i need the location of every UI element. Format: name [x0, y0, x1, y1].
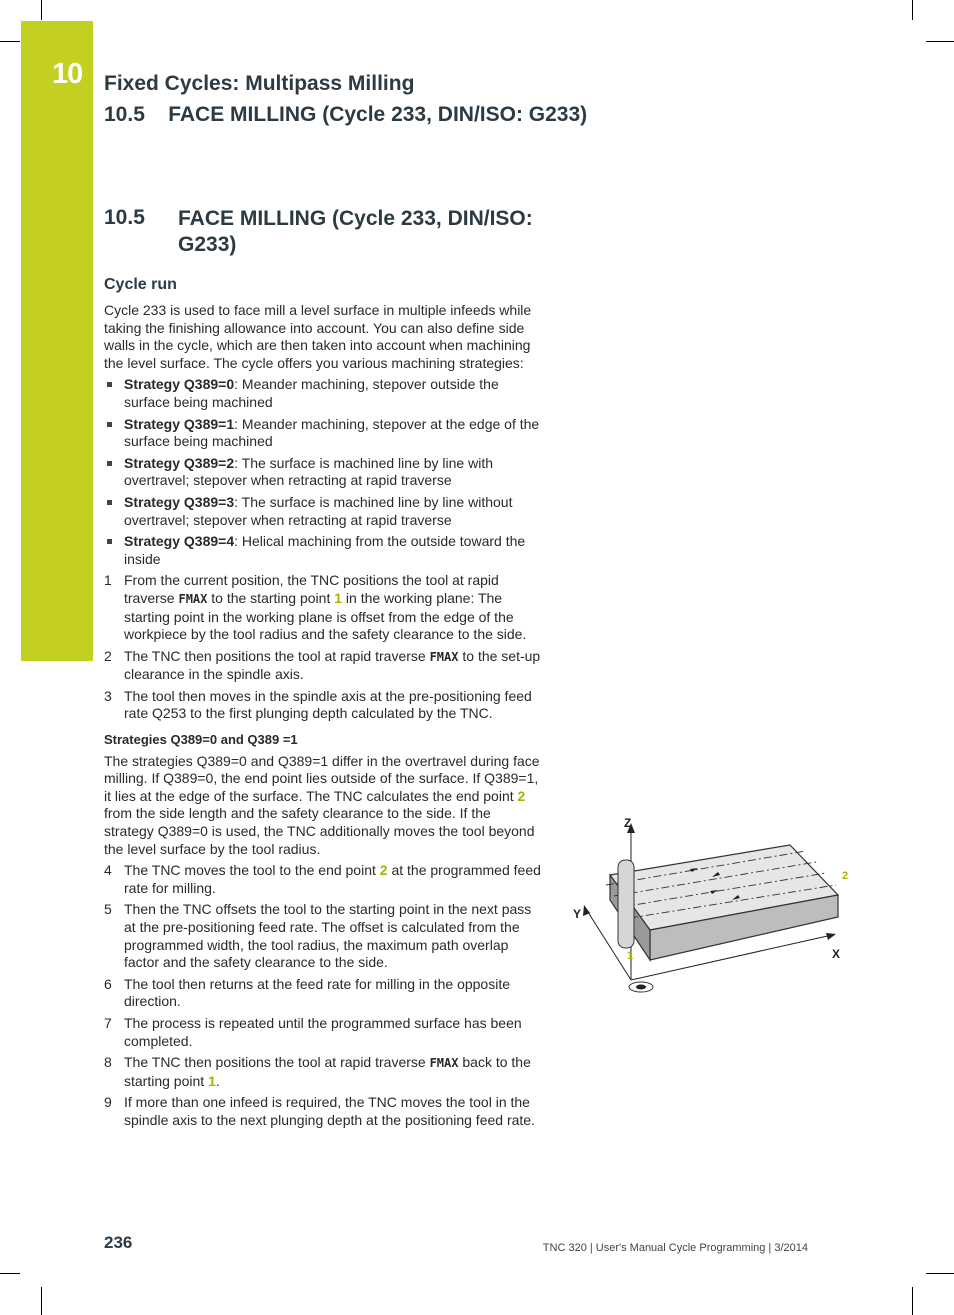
numbered-step: 9 If more than one infeed is required, the TNC moves the tool in the spindle axis to the next plunging depth at the positioning feed rate. [104, 1094, 535, 1128]
subheading-cycle-run: Cycle run [104, 276, 177, 293]
crop-mark [912, 0, 913, 20]
chapter-tab [21, 21, 93, 661]
subheading-strategies: Strategies Q389=0 and Q389 =1 [104, 732, 298, 748]
axis-label-y: Y [573, 907, 582, 921]
bullet-icon [107, 382, 112, 387]
chapter-number: 10 [52, 58, 83, 90]
point-label-2: 2 [842, 870, 849, 882]
milling-tool [618, 860, 634, 948]
numbered-step: 7 The process is repeated until the programmed surface has been completed. [104, 1014, 522, 1049]
bullet-icon [107, 500, 112, 505]
body-column [104, 302, 544, 1134]
list-item: Strategy Q389=4: Helical machining from the outside toward the inside [104, 533, 544, 568]
section-number: 10.5 [104, 206, 145, 229]
list-item: Strategy Q389=1: Meander machining, stepover at the edge of the surface being machined [104, 416, 544, 451]
section-title: FACE MILLING (Cycle 233, DIN/ISO: G233) [178, 207, 533, 256]
list-item: Strategy Q389=2: The surface is machined line by line with overtravel; stepover when retracting at rapid traverse [104, 455, 544, 490]
intro-paragraph: Cycle 233 is used to face mill a level surface in multiple infeeds while taking the finishing allowance into account. You can also define side walls in the cycle, which are then taken into account when machining the level surface. The cycle offers you various machining strategies: [104, 302, 532, 371]
axis-label-z: Z [624, 816, 632, 830]
crop-mark [41, 1287, 42, 1315]
bullet-icon [107, 539, 112, 544]
x-axis-arrow-icon [826, 933, 836, 940]
numbered-step: 4 The TNC moves the tool to the end point 2 at the programmed feed rate for milling. [104, 862, 541, 896]
running-header-chapter: Fixed Cycles: Multipass Milling [104, 72, 415, 95]
strategies-paragraph: The strategies Q389=0 and Q389=1 differ in the overtravel during face milling. If Q389=0, the end point lies outside of the surface. If Q389=1, it lies at the edge of the surface. The TNC calculates the end point 2 from the side length and the safety clearance to the side. If the strategy Q389=0 is used, the TNC additionally moves the tool beyond the level surface by the tool radius. [104, 752, 540, 857]
tool-origin-mark-inner [636, 985, 646, 990]
crop-mark [0, 41, 20, 42]
crop-mark [926, 1273, 954, 1274]
page-number: 236 [104, 1233, 133, 1252]
numbered-step: 5 Then the TNC offsets the tool to the starting point in the next pass at the pre-positioning feed rate. The offset is calculated from the programmed width, the tool radius, the maximum path overlap factor and the safety clearance to the side. [104, 901, 532, 971]
face-milling-figure [570, 805, 860, 1005]
list-item: Strategy Q389=0: Meander machining, stepover outside the surface being machined [104, 376, 544, 411]
axis-label-x: X [832, 947, 841, 961]
crop-mark [912, 1287, 913, 1315]
numbered-step: 2 The TNC then positions the tool at rapid traverse FMAX to the set-up clearance in the spindle axis. [104, 647, 541, 683]
numbered-step: 8 The TNC then positions the tool at rapid traverse FMAX back to the starting point 1. [104, 1054, 531, 1089]
crop-mark [41, 0, 42, 20]
footer-text: TNC 320 | User's Manual Cycle Programming | 3/2014 [542, 1242, 808, 1254]
point-label-1: 1 [627, 950, 634, 962]
running-header-section: 10.5 FACE MILLING (Cycle 233, DIN/ISO: G233) [104, 103, 588, 126]
bullet-icon [107, 461, 112, 466]
crop-mark [926, 41, 954, 42]
numbered-step: 1 From the current position, the TNC positions the tool at rapid traverse FMAX to the starting point 1 in the working plane: The starting point in the working plane is offset from the edge of the workpiece by the tool radius and the safety clearance to the side. [104, 572, 527, 643]
bullet-icon [107, 422, 112, 427]
numbered-step: 6 The tool then returns at the feed rate for milling in the opposite direction. [104, 975, 511, 1010]
list-item: Strategy Q389=3: The surface is machined line by line without overtravel; stepover when retracting at rapid traverse [104, 494, 544, 529]
numbered-step: 3 The tool then moves in the spindle axis at the pre-positioning feed rate Q253 to the first plunging depth calculated by the TNC. [104, 687, 532, 722]
crop-mark [0, 1273, 20, 1274]
